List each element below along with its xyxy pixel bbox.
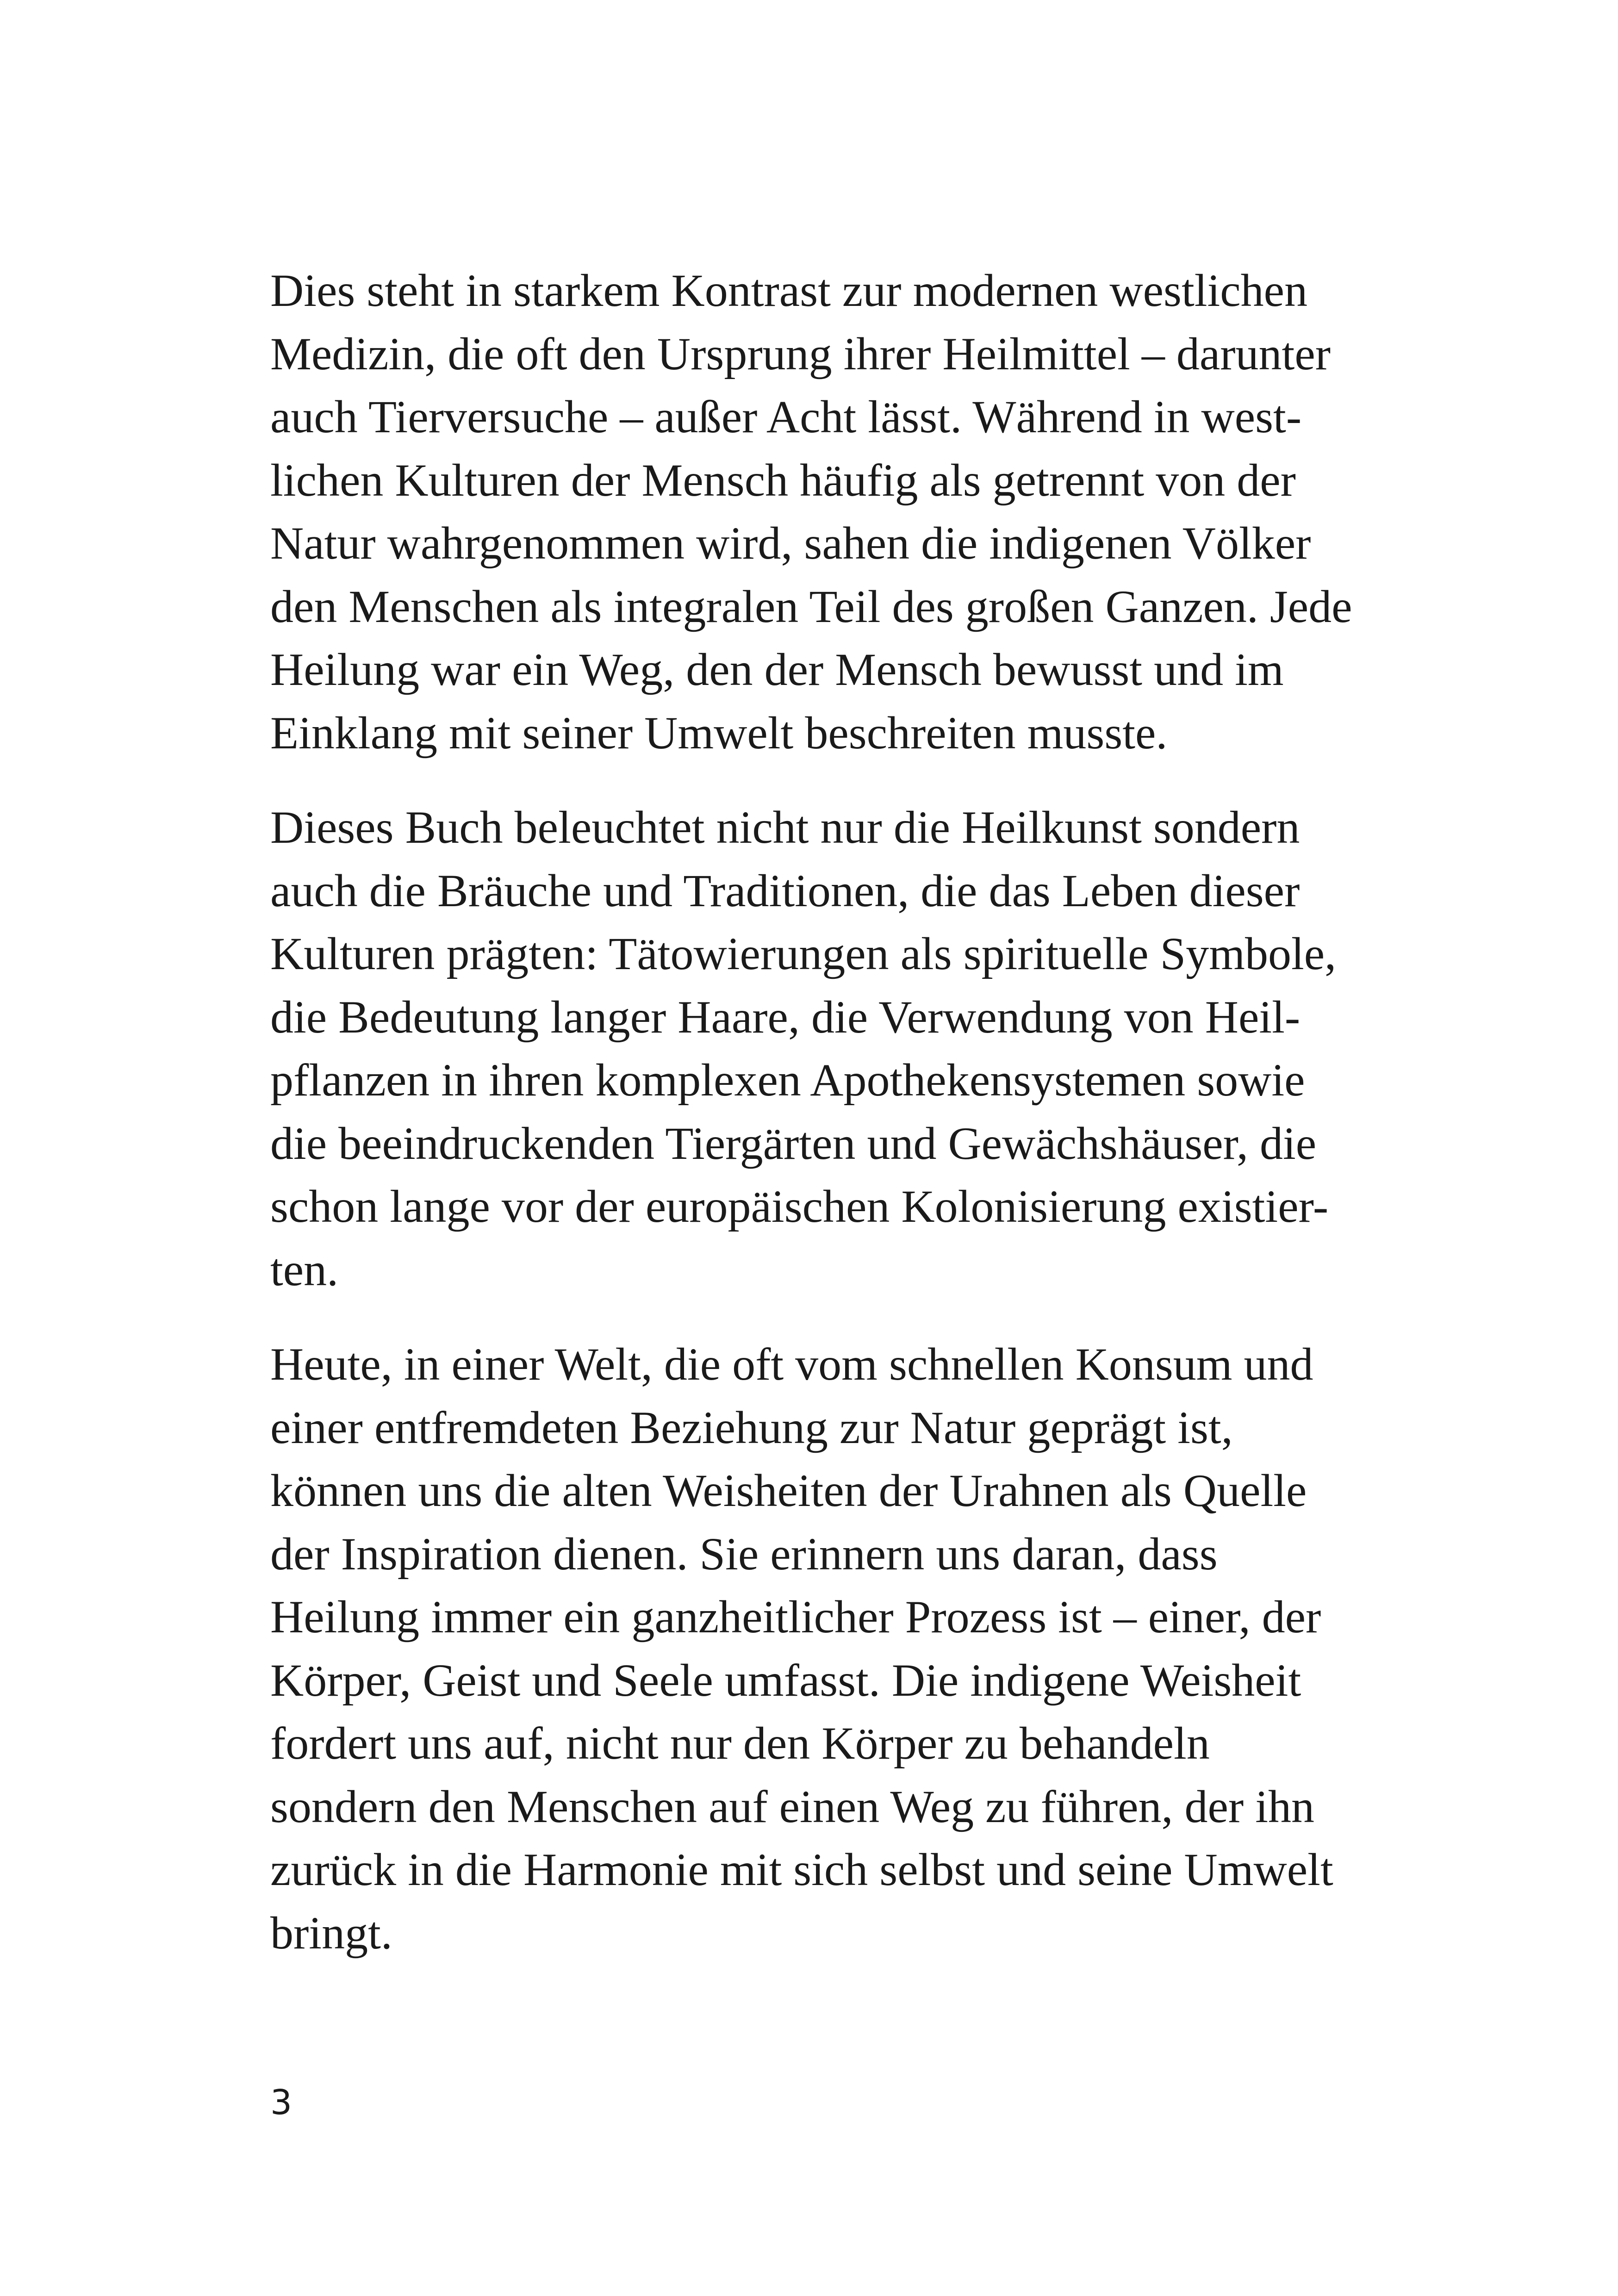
text-line: Heute, in einer Welt, die oft vom schnellen Konsum und: [270, 1338, 1313, 1390]
paragraph-3: [270, 1333, 1381, 1965]
text-line: schon lange vor der europäischen Kolonisierung existier-: [270, 1181, 1329, 1232]
text-line: lichen Kulturen der Mensch häufig als getrennt von der: [270, 454, 1296, 506]
text-line: Dieses Buch beleuchtet nicht nur die Heilkunst sondern: [270, 802, 1300, 853]
text-line: können uns die alten Weisheiten der Urahnen als Quelle: [270, 1465, 1307, 1516]
text-line: Körper, Geist und Seele umfasst. Die indigene Weisheit: [270, 1654, 1301, 1706]
paragraph-1: [270, 259, 1381, 765]
text-line: Einklang mit seiner Umwelt beschreiten musste.: [270, 707, 1168, 759]
text-line: Dies steht in starkem Kontrast zur modernen westlichen: [270, 265, 1308, 316]
text-line: sondern den Menschen auf einen Weg zu führen, der ihn: [270, 1780, 1315, 1832]
text-line: bringt.: [270, 1907, 392, 1959]
text-line: pflanzen in ihren komplexen Apothekensystemen sowie: [270, 1054, 1305, 1106]
text-line: zurück in die Harmonie mit sich selbst und seine Umwelt: [270, 1844, 1333, 1895]
paragraph-gap: [270, 765, 1381, 796]
text-line: die beeindruckenden Tiergärten und Gewächshäuser, die: [270, 1117, 1317, 1169]
text-line: Natur wahrgenommen wird, sahen die indigenen Völker: [270, 517, 1311, 569]
text-line: der Inspiration dienen. Sie erinnern uns daran, dass: [270, 1528, 1218, 1580]
text-line: fordert uns auf, nicht nur den Körper zu behandeln: [270, 1717, 1210, 1769]
text-line: ten.: [270, 1244, 339, 1295]
text-line: auch die Bräuche und Traditionen, die das Leben dieser: [270, 865, 1300, 916]
text-line: den Menschen als integralen Teil des großen Ganzen. Jede: [270, 580, 1352, 632]
text-line: Heilung immer ein ganzheitlicher Prozess ist – einer, der: [270, 1591, 1321, 1643]
text-line: die Bedeutung langer Haare, die Verwendung von Heil-: [270, 991, 1301, 1043]
paragraph-2: [270, 796, 1381, 1301]
body-text: [270, 259, 1381, 1965]
text-line: einer entfremdeten Beziehung zur Natur geprägt ist,: [270, 1401, 1233, 1453]
text-line: auch Tierversuche – außer Acht lässt. Während in west-: [270, 391, 1302, 442]
paragraph-gap: [270, 1301, 1381, 1333]
text-line: Kulturen prägten: Tätowierungen als spirituelle Symbole,: [270, 928, 1337, 979]
text-line: Heilung war ein Weg, den der Mensch bewusst und im: [270, 644, 1284, 695]
text-line: Medizin, die oft den Ursprung ihrer Heilmittel – darunter: [270, 328, 1331, 380]
page-number: 3: [270, 2083, 292, 2122]
